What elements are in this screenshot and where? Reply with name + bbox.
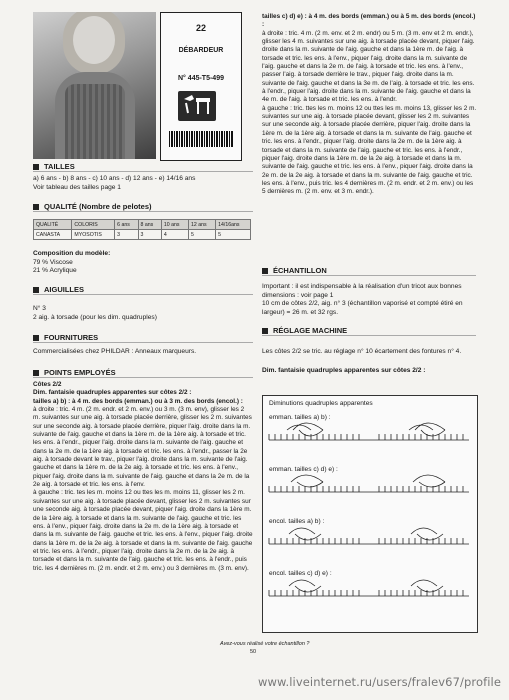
diagram-label-4: encol. tailles c) d) e) : xyxy=(269,570,332,577)
pattern-ref: N° 445-T5-499 xyxy=(178,75,224,82)
composition: Composition du modèle: 79 % Viscose 21 % Acrylique xyxy=(33,250,111,275)
diagram-title: Diminutions quadruples apparentes xyxy=(269,400,373,407)
dim-title-right: Dim. fantaisie quadruples apparentes sur côtes 2/2 : xyxy=(262,367,426,374)
section-qualite: QUALITÉ (Nombre de pelotes) xyxy=(33,202,152,211)
page-number: 50 xyxy=(250,649,257,655)
points-text: Côtes 2/2 Dim. fantaisie quadruples apparentes sur côtes 2/2 : tailles a) b) : à 4 m. des bords (emman.) ou à 3 m. des bords (encol.) : à droite : tric. 4 m. (2 m. endr. et 2 m. env.) ou 3 m. (3 m. env), glisser les 2 m. suivantes sur une aig. à torsade placée derrière, glisser les 2 m. suivantes sur une seconde aig. à torsade placée derrière, piquer l'aig. droite dans la m. suivante de l'aig. gauche et dans la 1ère m. de la 1ère aig. à torsade et tric. les ens. à l'endr., piquer l'aig. droite dans la m. suivante de l'aig. gauche et dans la 2e m. de la 1ère aig. à torsade et tric. les ens. à l'endr., passer la 2e aig. à torsade devant le trav., piquer l'aig. droite dans la m. suivante de l'aig. gauche et dans la 1ère m. de la 2e aig. à torsade et tric. les ens. à l'env., piquer l'aig. droite dans la m. suivante de l'aig. gauche et dans la 2e m. de la 2e aig. à torsade et tric. les ens. à l'env. à gauche : tric. tes les m. moins 12 ou ttes les m. moins 11, glisser les 2 m. suivantes sur une aig. à torsade placée devant, glisser les 2 m. suivantes sur une seconde aig. à torsade placée devant, piquer l'aig. droite dans la 1ère m. de la 1ère aig. à torsade et dans la m. suivante de l'aig. gauche et tric. les ens. à l'env., piquer l'aig. droite dans la 2e m. de la 1ère aig. à torsade et dans la m. suivante de l'aig. gauche et tric. les ens. à l'env., piquer l'aig. droite dans la 1ère m. de la 2e aig. à torsade et dans la m. suivante de l'aig. gauche et tric. les ens. à l'endr., piquer l'aig. droite dans la 2e m. de la 2e aig. à torsade et dans la m. suivante de l'aig. gauche et tric. les ens. à l'endr., puis tric. les 4 dernières m. (2 m. endr. et 2 m. env.) ou 3 dernières m. (3 m. env). xyxy=(33,381,253,572)
barcode xyxy=(169,131,233,147)
tailles-text: a) 6 ans - b) 8 ans - c) 10 ans - d) 12 ans - e) 14/16 ans Voir tableau des tailles page 1 xyxy=(33,175,196,191)
section-echantillon: ÉCHANTILLON xyxy=(262,266,327,275)
divider xyxy=(33,342,253,343)
section-tailles: TAILLES xyxy=(33,162,75,171)
diagram-label-3: encol. tailles a) b) : xyxy=(269,518,325,525)
model-photo xyxy=(33,12,156,159)
pattern-number: 22 xyxy=(195,23,206,33)
decrease-diagram xyxy=(262,395,478,633)
stitch-diagrams xyxy=(263,396,477,632)
fournitures-text: Commercialisées chez PHILDAR : Anneaux marqueurs. xyxy=(33,348,197,355)
section-fournitures: FOURNITURES xyxy=(33,333,98,342)
footer-question: Avez-vous réalisé votre échantillon ? xyxy=(220,641,310,647)
right-instructions: tailles c) d) e) : à 4 m. des bords (emman.) ou à 5 m. des bords (encol.) : à droite : tric. 4 m. (2 m. env. et 2 m. endr) ou 5 m. (3 m. env et 2 m. endr.), glisser les 4 m. suivantes sur une aig. à torsade placée devant, piquer l'aig. droite dans la m. suivante de l'aig. gauche et dans la 1ère m. de l'aig. à torsade et tric. les ens. à l'env., piquer l'aig. droite dans la m. suivante de l'aig. gauche et dans la 2e m. de l'aig. à torsade et tric. les ens. à l'env., passer l'aig. à torsade derrière le trav., piquer l'aig. droite dans la m. suivante de l'aig. gauche et dans la 3e m. de l'aig. à torsade et tric. les ens. à l'endr., piquer l'aig. droite dans la m. suivante de l'aig. gauche et dans la 4e m. de l'aig. à torsade et tric. les ens. à l'endr. à gauche : tric. ttes les m. moins 12 ou ttes les m. moins 13, glisser les 2 m. suivantes sur une aig. à torsade placée devant, glisser les 2 m. suivantes sur une seconde aig. à torsade placée derrière, piquer l'aig. droite dans la 1ère m. de la 1ère aig. à torsade et dans la m. suivante de l'aig. gauche et tric. les ens. à l'endr., piquer l'aig. droite dans la 2e m. de la 1ère aig. à torsade et dans la m. suivante de l'aig. gauche et tric. les ens. à l'endr., piquer l'aig. droite dans la 1ère m. de la 2e aig. à torsade et dans la m. suivante de l'aig. gauche et tric. les ens. à l'env., piquer l'aig. droite dans la 2e m. de la 2e aig. à torsade et dans la m. suivante de l'aig. gauche et tric. les ens. à l'env., puis tric. les 4 dernières m. (2 m. endr. et 2 m. env.) ou les 5 dernières m. (2 m. env. et 3 m. endr.). xyxy=(262,13,477,196)
knitting-machine-icon xyxy=(178,91,216,121)
divider xyxy=(33,294,253,295)
divider xyxy=(262,275,476,276)
diagram-label-1: emman. tailles a) b) : xyxy=(269,414,331,421)
divider xyxy=(262,335,476,336)
divider xyxy=(33,211,253,212)
yarn-table: QUALITÉ COLORIS 6 ans 8 ans 10 ans 12 ans 14/16ans CANASTA MYOSOTIS 3 3 4 5 5 xyxy=(33,219,251,240)
reglage-text: Les côtes 2/2 se tric. au réglage n° 10 écartement des fontures n° 4. xyxy=(262,348,462,355)
pattern-name: DÉBARDEUR xyxy=(178,47,224,54)
diagram-label-2: emman. tailles c) d) e) : xyxy=(269,466,338,473)
aiguilles-text: N° 3 2 aig. à torsade (pour les dim. quadruples) xyxy=(33,305,157,321)
echantillon-text: Important : il est indispensable à la réalisation d'un tricot aux bonnes dimensions : voir page 1 10 cm de côtes 2/2, aig. n° 3 (échantillon vaporisé et compté étiré en largeur) = 26 m. et 32 rgs. xyxy=(262,283,463,316)
divider xyxy=(33,377,253,378)
watermark-url: www.liveinternet.ru/users/fralev67/profile xyxy=(258,675,501,689)
section-aiguilles: AIGUILLES xyxy=(33,285,84,294)
pattern-info-box xyxy=(160,12,242,161)
divider xyxy=(33,171,253,172)
section-reglage: RÉGLAGE MACHINE xyxy=(262,326,347,335)
section-points: POINTS EMPLOYÉS xyxy=(33,368,116,377)
